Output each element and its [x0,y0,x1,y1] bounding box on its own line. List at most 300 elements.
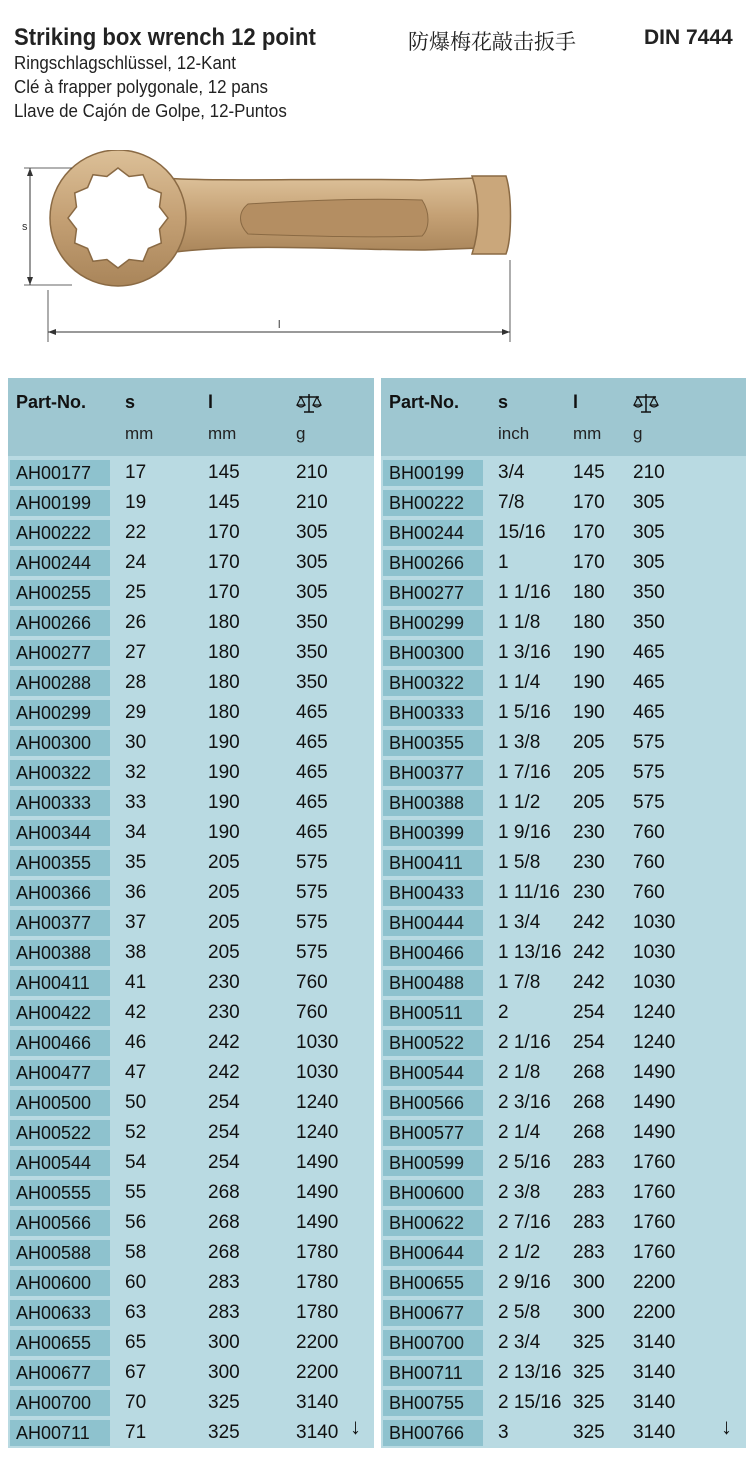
part-number: BH00644 [383,1240,483,1266]
part-number: BH00244 [383,520,483,546]
length-l: 205 [208,912,240,933]
weight-g: 305 [296,552,328,573]
size-s: 54 [125,1152,147,1173]
table-row [8,1238,374,1268]
weight-g: 465 [296,762,328,783]
part-number: BH00600 [383,1180,483,1206]
size-s: 25 [125,582,147,603]
weight-g: 2200 [296,1332,339,1353]
size-s: 46 [125,1032,147,1053]
size-s: 26 [125,612,147,633]
header-s: s [125,392,136,412]
unit-weight: g [633,424,643,443]
table-row [8,1298,374,1328]
down-arrow-icon: ↓ [350,1414,361,1439]
weight-g: 1240 [296,1122,339,1143]
size-s: 34 [125,822,147,843]
length-l: 205 [573,762,605,783]
dimension-label-l: l [278,319,281,331]
table-row [8,458,374,488]
table-row [381,458,746,488]
scale-icon [296,392,322,414]
weight-g: 1490 [296,1152,339,1173]
weight-g: 1240 [633,1002,676,1023]
table-row [381,578,746,608]
table-row [381,1328,746,1358]
part-number: AH00566 [10,1210,110,1236]
table-header [8,378,374,456]
weight-g: 1240 [633,1032,676,1053]
weight-g: 465 [296,822,328,843]
weight-g: 3140 [633,1392,676,1413]
part-number: AH00677 [10,1360,110,1386]
size-s: 1 9/16 [498,822,551,843]
size-s: 55 [125,1182,147,1203]
part-number: AH00555 [10,1180,110,1206]
table-row [8,818,374,848]
table-row [8,1388,374,1418]
weight-g: 465 [633,642,665,663]
size-s: 3/4 [498,462,525,483]
length-l: 230 [208,1002,240,1023]
size-s: 56 [125,1212,147,1233]
length-l: 325 [573,1392,605,1413]
size-s: 47 [125,1062,147,1083]
table-row [381,518,746,548]
length-l: 205 [573,732,605,753]
size-s: 1 7/16 [498,762,551,783]
length-l: 190 [208,822,240,843]
table-row [381,608,746,638]
table-row [381,548,746,578]
part-number: BH00766 [383,1420,483,1446]
table-row [381,1268,746,1298]
table-row [8,1208,374,1238]
length-l: 205 [208,882,240,903]
scale-icon [633,392,659,414]
header-l: l [573,392,579,412]
weight-g: 465 [633,672,665,693]
part-number: AH00300 [10,730,110,756]
weight-g: 1760 [633,1212,676,1233]
weight-g: 465 [633,702,665,723]
length-l: 254 [208,1152,240,1173]
weight-g: 305 [633,522,665,543]
size-s: 29 [125,702,147,723]
size-s: 41 [125,972,147,993]
part-number: BH00222 [383,490,483,516]
table-row [381,638,746,668]
size-s: 1 11/16 [498,882,560,903]
weight-g: 1030 [633,942,676,963]
table-row [8,1088,374,1118]
size-s: 27 [125,642,147,663]
length-l: 283 [573,1182,605,1203]
weight-g: 350 [296,672,328,693]
size-s: 2 9/16 [498,1272,551,1293]
table-row [381,848,746,878]
size-s: 32 [125,762,147,783]
weight-g: 210 [633,462,665,483]
table-row [381,818,746,848]
length-l: 283 [573,1212,605,1233]
table-row [8,968,374,998]
part-number: AH00322 [10,760,110,786]
part-number: AH00366 [10,880,110,906]
size-s: 36 [125,882,147,903]
part-number: BH00300 [383,640,483,666]
inch-table [381,378,746,1448]
size-s: 2 13/16 [498,1362,562,1383]
table-row [381,1118,746,1148]
weight-g: 2200 [296,1362,339,1383]
part-number: AH00333 [10,790,110,816]
part-number: BH00399 [383,820,483,846]
length-l: 268 [573,1122,605,1143]
table-row [381,1088,746,1118]
length-l: 325 [573,1422,605,1443]
table-row [8,1028,374,1058]
size-s: 63 [125,1302,147,1323]
part-number: BH00700 [383,1330,483,1356]
weight-g: 575 [633,762,665,783]
size-s: 2 [498,1002,509,1023]
length-l: 190 [208,762,240,783]
table-row [8,848,374,878]
length-l: 254 [573,1002,605,1023]
weight-g: 1030 [633,912,676,933]
part-number: BH00599 [383,1150,483,1176]
part-number: AH00299 [10,700,110,726]
length-l: 170 [208,582,240,603]
subtitle-german: Ringschlagschlüssel, 12-Kant [14,53,236,73]
table-row [381,698,746,728]
length-l: 300 [208,1362,240,1383]
size-s: 1 3/8 [498,732,541,753]
table-row [8,1418,374,1448]
part-number: BH00199 [383,460,483,486]
size-s: 52 [125,1122,147,1143]
length-l: 300 [208,1332,240,1353]
part-number: AH00600 [10,1270,110,1296]
length-l: 180 [208,702,240,723]
length-l: 325 [573,1332,605,1353]
weight-g: 575 [633,792,665,813]
size-s: 1 13/16 [498,942,562,963]
weight-g: 1490 [296,1182,339,1203]
size-s: 2 3/8 [498,1182,541,1203]
length-l: 180 [208,612,240,633]
length-l: 145 [573,462,605,483]
part-number: AH00277 [10,640,110,666]
table-row [8,668,374,698]
length-l: 190 [208,792,240,813]
weight-g: 350 [633,582,665,603]
table-row [8,1118,374,1148]
size-s: 2 7/16 [498,1212,551,1233]
size-s: 33 [125,792,147,813]
size-s: 17 [125,462,147,483]
part-number: AH00422 [10,1000,110,1026]
length-l: 300 [573,1302,605,1323]
length-l: 242 [573,942,605,963]
part-number: BH00677 [383,1300,483,1326]
table-row [8,698,374,728]
part-number: BH00277 [383,580,483,606]
size-s: 2 1/4 [498,1122,541,1143]
size-s: 30 [125,732,147,753]
size-s: 1 1/2 [498,792,541,813]
weight-g: 575 [296,882,328,903]
length-l: 325 [573,1362,605,1383]
length-l: 145 [208,462,240,483]
weight-g: 1780 [296,1242,339,1263]
weight-g: 1030 [296,1062,339,1083]
title-row [14,24,744,54]
weight-g: 3140 [296,1392,339,1413]
size-s: 3 [498,1422,509,1443]
weight-g: 3140 [633,1422,676,1443]
length-l: 170 [573,522,605,543]
length-l: 268 [208,1182,240,1203]
length-l: 283 [208,1302,240,1323]
dimension-arrow [27,277,33,285]
table-row [381,1388,746,1418]
part-number: BH00511 [383,1000,483,1026]
weight-g: 350 [296,612,328,633]
size-s: 1 5/16 [498,702,551,723]
weight-g: 1490 [633,1062,676,1083]
weight-g: 2200 [633,1302,676,1323]
table-row [381,1298,746,1328]
part-number: BH00622 [383,1210,483,1236]
part-number: AH00377 [10,910,110,936]
table-row [8,518,374,548]
part-number: AH00266 [10,610,110,636]
length-l: 190 [573,642,605,663]
part-number: AH00544 [10,1150,110,1176]
size-s: 60 [125,1272,147,1293]
size-s: 22 [125,522,147,543]
product-title: Striking box wrench 12 point [14,24,316,51]
unit-s: mm [125,424,154,443]
part-number: BH00488 [383,970,483,996]
metric-table [8,378,374,1448]
size-s: 37 [125,912,147,933]
weight-g: 575 [296,852,328,873]
length-l: 242 [208,1032,240,1053]
part-number: AH00244 [10,550,110,576]
header-part-no: Part-No. [16,392,87,412]
size-s: 65 [125,1332,147,1353]
unit-l: mm [208,424,237,443]
part-number: AH00477 [10,1060,110,1086]
weight-g: 2200 [633,1272,676,1293]
length-l: 230 [573,882,605,903]
length-l: 283 [573,1152,605,1173]
weight-g: 210 [296,462,328,483]
length-l: 180 [208,672,240,693]
size-s: 15/16 [498,522,546,543]
length-l: 242 [573,912,605,933]
weight-g: 210 [296,492,328,513]
header-l: l [208,392,214,412]
unit-l: mm [573,424,602,443]
part-number: AH00388 [10,940,110,966]
length-l: 254 [208,1122,240,1143]
table-row [8,788,374,818]
size-s: 58 [125,1242,147,1263]
part-number: AH00222 [10,520,110,546]
part-number: AH00177 [10,460,110,486]
length-l: 190 [208,732,240,753]
length-l: 170 [208,522,240,543]
weight-g: 760 [296,1002,328,1023]
length-l: 230 [208,972,240,993]
part-number: AH00633 [10,1300,110,1326]
weight-g: 1760 [633,1152,676,1173]
length-l: 170 [208,552,240,573]
part-number: AH00588 [10,1240,110,1266]
length-l: 230 [573,852,605,873]
length-l: 242 [208,1062,240,1083]
table-row [8,488,374,518]
part-number: AH00355 [10,850,110,876]
length-l: 205 [573,792,605,813]
part-number: BH00544 [383,1060,483,1086]
table-body [8,458,374,1448]
table-row [381,1358,746,1388]
weight-g: 1780 [296,1302,339,1323]
part-number: BH00711 [383,1360,483,1386]
size-s: 67 [125,1362,147,1383]
table-body [381,458,746,1448]
table-row [381,668,746,698]
weight-g: 1240 [296,1092,339,1113]
weight-g: 1030 [633,972,676,993]
length-l: 190 [573,702,605,723]
part-number: BH00355 [383,730,483,756]
part-number: BH00388 [383,790,483,816]
down-arrow-icon: ↓ [721,1414,732,1439]
subtitle-french: Clé à frapper polygonale, 12 pans [14,77,268,97]
table-row [8,728,374,758]
part-number: BH00377 [383,760,483,786]
length-l: 283 [573,1242,605,1263]
size-s: 2 3/16 [498,1092,551,1113]
size-s: 2 5/8 [498,1302,541,1323]
table-row [8,1178,374,1208]
weight-g: 575 [296,912,328,933]
part-number: BH00266 [383,550,483,576]
table-row [8,1268,374,1298]
length-l: 254 [573,1032,605,1053]
size-s: 28 [125,672,147,693]
part-number: BH00433 [383,880,483,906]
weight-g: 1780 [296,1272,339,1293]
table-row [381,908,746,938]
length-l: 205 [208,942,240,963]
table-row [381,1418,746,1448]
part-number: AH00466 [10,1030,110,1056]
length-l: 230 [573,822,605,843]
table-row [8,1358,374,1388]
product-header [0,0,750,380]
size-s: 2 1/8 [498,1062,541,1083]
weight-g: 760 [296,972,328,993]
dimension-arrow [48,329,56,335]
table-row [8,998,374,1028]
weight-g: 760 [633,822,665,843]
length-l: 325 [208,1422,240,1443]
size-s: 19 [125,492,147,513]
length-l: 300 [573,1272,605,1293]
length-l: 170 [573,492,605,513]
size-s: 1 1/16 [498,582,551,603]
table-row [381,758,746,788]
table-row [8,878,374,908]
table-row [8,578,374,608]
weight-g: 1490 [633,1092,676,1113]
weight-g: 3140 [296,1422,339,1443]
weight-g: 1490 [296,1212,339,1233]
part-number: AH00500 [10,1090,110,1116]
table-row [381,1238,746,1268]
table-row [381,878,746,908]
length-l: 180 [208,642,240,663]
length-l: 170 [573,552,605,573]
size-s: 1 3/16 [498,642,551,663]
table-row [381,788,746,818]
size-s: 2 1/2 [498,1242,541,1263]
table-row [381,998,746,1028]
size-s: 7/8 [498,492,525,513]
part-number: BH00299 [383,610,483,636]
product-title-chinese: 防爆梅花敲击扳手 [408,31,576,54]
weight-g: 465 [296,702,328,723]
length-l: 145 [208,492,240,513]
size-s: 2 5/16 [498,1152,551,1173]
length-l: 268 [573,1062,605,1083]
size-s: 71 [125,1422,147,1443]
weight-g: 575 [296,942,328,963]
unit-weight: g [296,424,306,443]
size-s: 2 3/4 [498,1332,541,1353]
unit-s: inch [498,424,530,443]
header-part-no: Part-No. [389,392,460,412]
weight-g: 1760 [633,1242,676,1263]
part-number: AH00411 [10,970,110,996]
weight-g: 3140 [633,1362,676,1383]
size-s: 42 [125,1002,147,1023]
weight-g: 465 [296,732,328,753]
part-number: BH00566 [383,1090,483,1116]
length-l: 268 [208,1242,240,1263]
part-number: AH00655 [10,1330,110,1356]
part-number: BH00577 [383,1120,483,1146]
table-row [8,758,374,788]
part-number: BH00755 [383,1390,483,1416]
part-number: BH00444 [383,910,483,936]
table-row [8,548,374,578]
weight-g: 305 [296,522,328,543]
part-number: BH00522 [383,1030,483,1056]
header-s: s [498,392,509,412]
weight-g: 3140 [633,1332,676,1353]
length-l: 205 [208,852,240,873]
weight-g: 760 [633,882,665,903]
length-l: 180 [573,582,605,603]
